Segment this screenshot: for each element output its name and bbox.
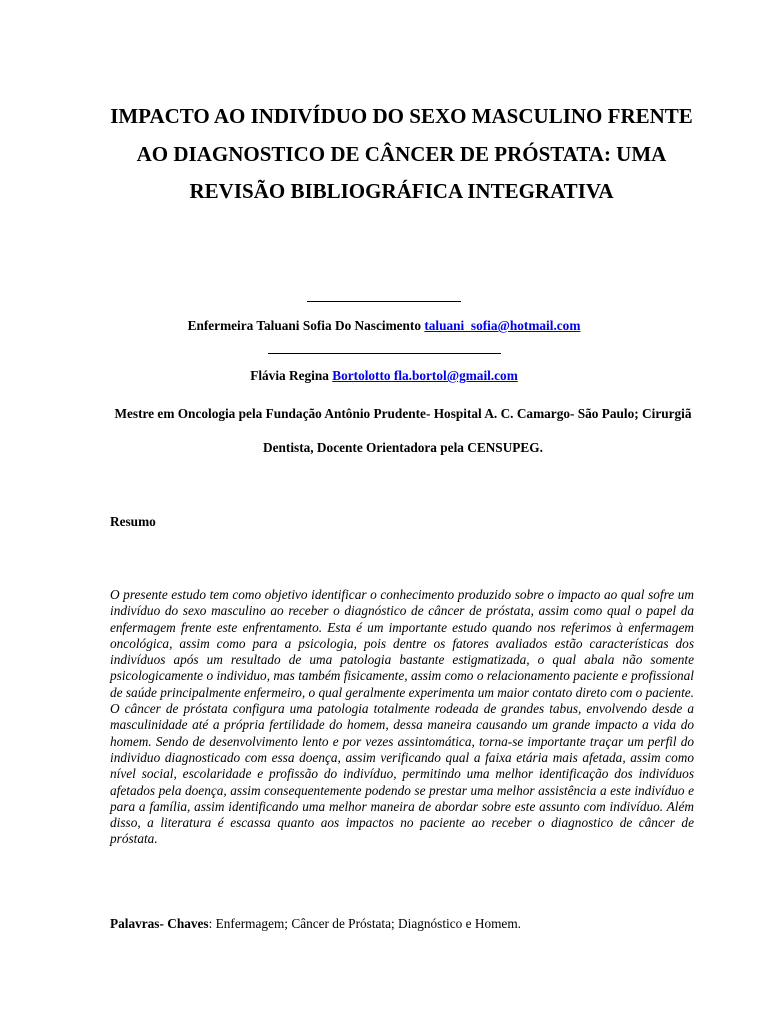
document-title: IMPACTO AO INDIVÍDUO DO SEXO MASCULINO FRENTE AO DIAGNOSTICO DE CÂNCER DE PRÓSTATA: UMA REVISÃO BIBLIOGRÁFICA INTEGRATIVA	[110, 104, 693, 203]
author-1	[0, 318, 768, 334]
author-1-email-link[interactable]: taluani_sofia@hotmail.com	[424, 318, 581, 333]
affiliation: Mestre em Oncologia pela Fundação Antônio Prudente- Hospital A. C. Camargo- São Paulo; Cirurgiã Dentista, Docente Orientadora pela CENSUPEG.	[114, 406, 692, 455]
abstract-text: O presente estudo tem como objetivo identificar o conhecimento produzido sobre o impacto ao qual sofre um indivíduo do sexo masculino ao receber o diagnóstico de câncer de próstata, assim como qual o papel da enfermagem frente este enfrentamento. Esta é um importante estudo quando nos referimos à enfermagem oncológica, assim como para a psicologia, pois dentre os fatores avaliados estão características dos indivíduos após um resultado de uma patologia bastante estigmatizada, o qual abala não somente psicologicamente o individuo, mas também fisicamente, assim como o relacionamento paciente e profissional de saúde principalmente enfermeiro, o qual geralmente experimenta um maior contato direto com o paciente. O câncer de próstata configura uma patologia totalmente rodeada de grandes tabus, envolvendo desde a masculinidade até a própria fertilidade do homem, dessa maneira causando um grande impacto a vida do homem. Sendo de desenvolvimento lento e por vezes assintomática, torna-se importante traçar um perfil do individuo diagnosticado com essa doença, assim verificando qual a faixa etária mais afetada, assim como nível social, escolaridade e profissão do indivíduo, permitindo uma melhor identificação dos indivíduos afetados pela doença, assim consequentemente podendo se prestar uma melhor assistência a este indivíduo e para a família, assim identificando uma melhor maneira de abordar sobre este assunto com indivíduo. Além disso, a literatura é escassa quanto aos impactos no paciente ao receber o diagnostico de câncer de próstata.	[110, 587, 694, 847]
keywords-label: Palavras- Chaves	[110, 916, 209, 931]
keywords	[110, 916, 700, 932]
author-2-name: Flávia Regina	[250, 368, 329, 383]
abstract-heading: Resumo	[110, 514, 156, 529]
author-2-email-link[interactable]: Bortolotto fla.bortol@gmail.com	[332, 368, 518, 383]
author-2	[0, 368, 768, 384]
author-1-name: Enfermeira Taluani Sofia Do Nascimento	[187, 318, 422, 333]
separator-line	[0, 342, 768, 357]
separator-line	[0, 290, 768, 305]
keywords-text: : Enfermagem; Câncer de Próstata; Diagnóstico e Homem.	[208, 916, 522, 931]
